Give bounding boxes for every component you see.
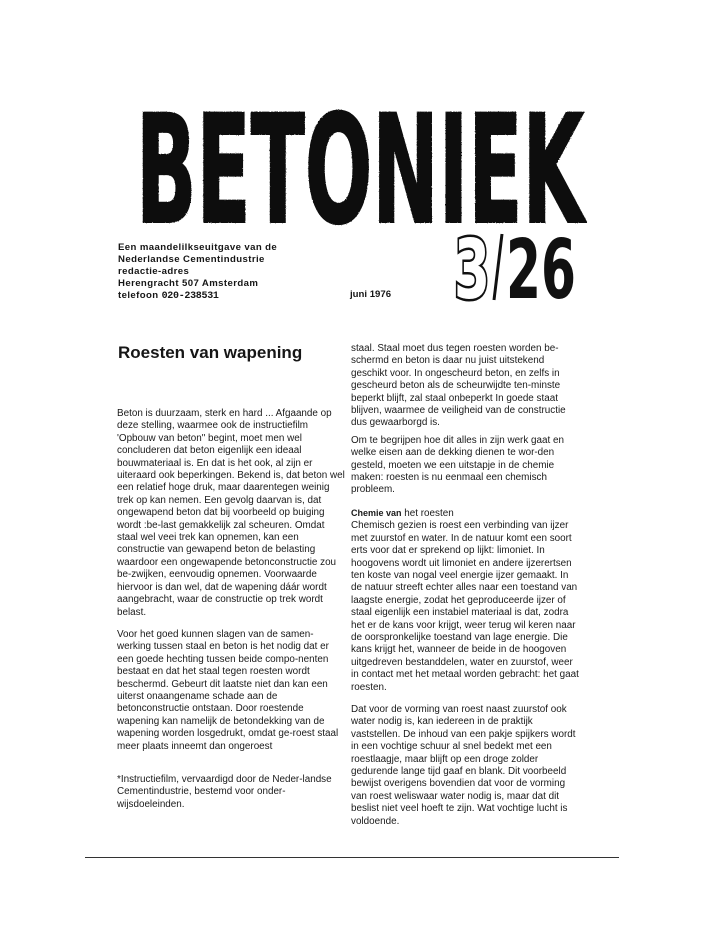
publisher-info — [118, 242, 277, 303]
paragraph: staal. Staal moet dus tegen roesten worden be-schermd en beton is daar nu juist uitstekend geschikt voor. In ongescheurd beton, en zelfs in gescheurd beton als de scheurwijdte ten-minste beperkt blijft, zal staal onbeperkt In goede staat blijven, waarmee de veiligheid van de constructie dus gewaarborgd is. — [351, 343, 566, 429]
paragraph: Beton is duurzaam, sterk en hard ... Afgaande op deze stelling, waarmee ook de instructiefilm 'Opbouw van beton" begint, moet men wel concluderen dat beton eigenlijk een ideaal bouwmateriaal is. En dat is het ook, al zijn er uiteraard ook beperkingen. Bekend is, dat beton wel een relatief hoge druk, maar daarentegen weinig trek op kan nemen. Een gevolg daarvan is, dat ongewapend beton dat bij voorbeeld op buiging wordt :be-last gemakkelijk zal scheuren. Omdat staal wel veei trek kan opnemen, kan een constructie van gewapend beton de belasting waardoor een ongewapende betonconstructie zou be-zwijken, eenvoudig opnemen. Voorwaarde hiervoor is dan wel, dat de wapening dáár wordt aangebracht, waar de constructie op trek wordt belast. — [117, 408, 345, 618]
paragraph: Dat voor de vorming van roest naast zuurstof ook water nodig is, kan iedereen in de praktijk vaststellen. De inhoud van een pakje spijkers wordt in een vochtige schuur al snel bedekt met een roestlaagje, maar blijft op een droge zolder gedurende lange tijd gaaf en blank. Dit voorbeeld bewijst overigens bovendien dat voor de vorming van roest weliswaar water nodig is, maar dat dit beslist niet veel hoeft te zijn. Wat vochtige lucht is voldoende. — [351, 703, 576, 827]
publisher-phone — [118, 290, 277, 303]
article-column-left — [117, 408, 346, 763]
masthead-title: BETONIEK — [136, 84, 587, 258]
publisher-line: Nederlandse Cementindustrie — [118, 254, 265, 265]
paragraph: Chemisch gezien is roest een verbinding van ijzer met zuurstof en water. In de natuur komt een soort erts voor dat er sprekend op lijkt: limoniet. In hoogovens wordt uit limoniet en andere ijzerertsen ten koste van nogal veel energie ijzer gemaakt. In de natuur streeft echter alles naar een toestand van laagste energie, zodat het geproduceerde ijzer of staal eigenlijk een instabiel materiaal is dat, zodra het er de kans voor krijgt, weer terug wil keren naar de oorspronkelijke toestand van lage energie. Die kans krijgt het, wanneer de beide in de hoogoven uitgedreven bestanddelen, water en zuurstof, weer in contact met het metaal worden gebracht: het gaat roesten. — [351, 520, 579, 693]
publisher-line: Herengracht 507 Amsterdam — [118, 278, 259, 289]
issue-date: juni 1976 — [350, 289, 392, 300]
publisher-line: redactie-adres — [118, 266, 190, 277]
paragraph: Om te begrijpen hoe dit alles in zijn werk gaat en welke eisen aan de dekking dienen te wor-den gesteld, moeten we een uitstapje in de chemie maken: roesten is nu eenmaal een chemisch probleem. — [351, 434, 564, 496]
phone-label: telefoon — [118, 290, 159, 301]
article-column-right — [351, 343, 579, 838]
section-heading — [351, 507, 579, 520]
issue-slash — [494, 234, 502, 300]
issue-number: 3 — [454, 223, 490, 318]
section-heading-rest: het roesten — [401, 507, 454, 519]
issue-total: 26 — [506, 223, 576, 318]
section-heading-bold: Chemie van — [351, 507, 402, 518]
publisher-line: Een maandelilkseuitgave van de — [118, 242, 278, 253]
issue-number-block — [452, 223, 578, 318]
bottom-rule — [85, 857, 619, 858]
phone-number: 020-238531 — [161, 291, 219, 302]
article-title: Roesten van wapening — [118, 343, 303, 362]
paragraph: Voor het goed kunnen slagen van de samen-werking tussen staal en beton is het nodig dat er een goede hechting tussen beide compo-nenten bestaat en dat het staal tegen roesten wordt beschermd. Gebeurt dit laatste niet dan kan een uiterst onaangename schade aan de betonconstructie ontstaan. Door roestende wapening kan namelijk de betondekking van de wapening worden losgedrukt, omdat ge-roest staal meer plaats inneemt dan ongeroest — [117, 628, 339, 752]
footnote: *Instructiefilm, vervaardigd door de Neder-landse Cementindustrie, bestemd voor onder-wijsdoeleinden. — [117, 774, 332, 810]
